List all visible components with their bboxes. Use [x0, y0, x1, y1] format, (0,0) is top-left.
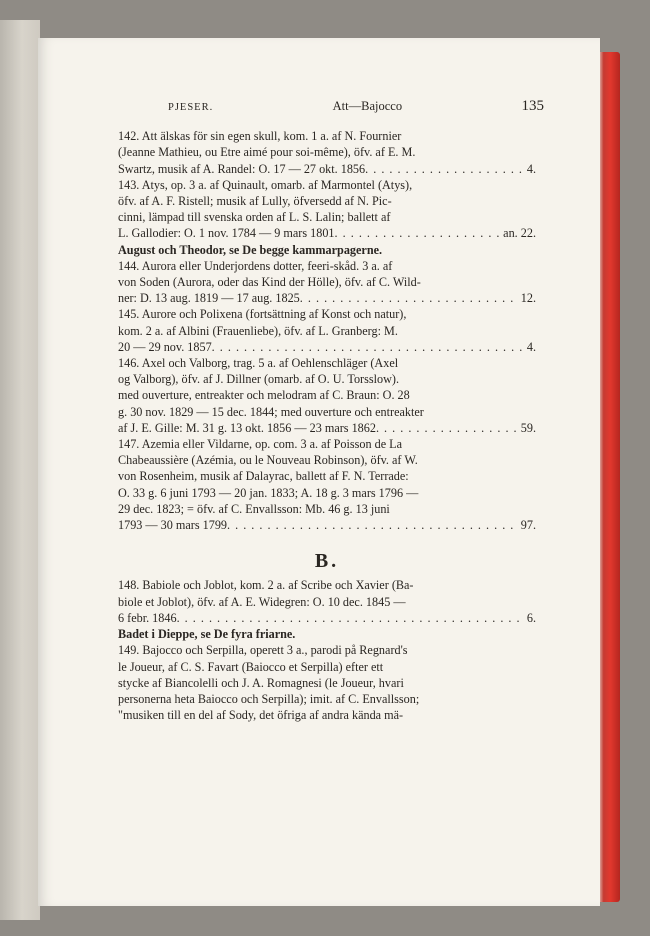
entry-count: 97. [520, 518, 536, 533]
entry-line: le Joueur, af C. S. Favart (Baiocco et Serpilla) efter ett [118, 659, 384, 674]
red-book-cover-edge [598, 52, 620, 902]
entry-line-text: Swartz, musik af A. Randel: O. 17 — 27 okt. 1856 [118, 161, 366, 176]
header-range: Att—Bajocco [332, 99, 403, 113]
entry-line [118, 610, 536, 626]
see-reference-august: August och Theodor, se De begge kammarpagerne. [118, 242, 383, 257]
entry-line: 142. Att älskas för sin egen skull, kom. 1 a. af N. Fournier [118, 129, 402, 144]
book-page [38, 38, 600, 906]
entry-line: 144. Aurora eller Underjordens dotter, feeri-skåd. 3 a. af [118, 258, 393, 273]
entry-149 [118, 642, 536, 723]
entry-line-text: ner: D. 13 aug. 1819 — 17 aug. 1825 [118, 291, 300, 306]
entry-143 [118, 177, 536, 242]
entry-147 [118, 436, 536, 533]
entry-line: Chabeaussière (Azémia, ou le Nouveau Robinson), öfv. af W. [118, 453, 418, 468]
entry-count: 59. [520, 420, 536, 435]
dot-leader [177, 610, 525, 626]
entry-line: "musiken till en del af Sody, det öfriga af andra kända mä- [118, 708, 404, 723]
dot-leader [335, 225, 502, 241]
entry-line: stycke af Biancolelli och J. A. Romagnesi (le Joueur, hvari [118, 675, 404, 690]
entry-line [118, 290, 536, 306]
entry-line: 149. Bajocco och Serpilla, operett 3 a., parodi på Regnard's [118, 643, 408, 658]
entry-line-text: 20 — 29 nov. 1857 [118, 339, 212, 354]
entry-line: g. 30 nov. 1829 — 15 dec. 1844; med ouverture och entreakter [118, 404, 424, 419]
entry-line: 29 dec. 1823; = öfv. af C. Envallsson: Mb. 46 g. 13 juni [118, 501, 390, 516]
entry-line [118, 517, 536, 533]
entry-line: 146. Axel och Valborg, trag. 5 a. af Oehlenschläger (Axel [118, 356, 399, 371]
entry-line: biole et Joblot), öfv. af A. E. Widegren: O. 10 dec. 1845 — [118, 594, 406, 609]
entry-line: (Jeanne Mathieu, ou Etre aimé pour soi-même), öfv. af E. M. [118, 145, 416, 160]
dot-leader [376, 420, 519, 436]
entry-line [118, 161, 536, 177]
entry-148 [118, 577, 536, 626]
entry-line: 147. Azemia eller Vildarne, op. com. 3 a. af Poisson de La [118, 437, 403, 452]
entry-line-text: L. Gallodier: O. 1 nov. 1784 — 9 mars 1801 [118, 226, 335, 241]
entry-count: 4. [526, 161, 536, 176]
entry-line: med ouverture, entreakter och melodram af C. Braun: O. 28 [118, 388, 410, 403]
entry-line-text: 1793 — 30 mars 1799 [118, 518, 228, 533]
page-text [118, 98, 544, 723]
book-spine-edge [0, 20, 40, 920]
entry-line: og Valborg), öfv. af J. Dillner (omarb. af O. U. Torsslow). [118, 372, 399, 387]
dot-leader [300, 290, 519, 306]
entry-line: 148. Babiole och Joblot, kom. 2 a. af Scribe och Xavier (Ba- [118, 578, 414, 593]
entry-line: personerna heta Baiocco och Serpilla); imit. af C. Envallsson; [118, 691, 420, 706]
entry-line: öfv. af A. F. Ristell; musik af Lully, öfversedd af N. Pic- [118, 194, 392, 209]
entry-count: 12. [520, 291, 536, 306]
entry-line: kom. 2 a. af Albini (Frauenliebe), öfv. af L. Granberg: M. [118, 323, 398, 338]
entry-line: von Rosenheim, musik af Dalayrac, ballett af F. N. Terrade: [118, 469, 409, 484]
entry-line [118, 339, 536, 355]
entry-line-text: af J. E. Gille: M. 31 g. 13 okt. 1856 — 23 mars 1862 [118, 420, 376, 435]
entry-count: 4. [526, 339, 536, 354]
page-number: 135 [521, 98, 544, 114]
running-header [168, 98, 544, 116]
entry-line [118, 225, 536, 241]
entry-line: von Soden (Aurora, oder das Kind der Hölle), öfv. af C. Wild- [118, 275, 421, 290]
dot-leader [227, 517, 519, 533]
see-reference-badet: Badet i Dieppe, se De fyra friarne. [118, 627, 296, 642]
entry-142 [118, 128, 536, 177]
entry-line: O. 33 g. 6 juni 1793 — 20 jan. 1833; A. 18 g. 3 mars 1796 — [118, 485, 419, 500]
entry-count: an. 22. [503, 226, 536, 241]
entry-146 [118, 355, 536, 436]
entry-line: 143. Atys, op. 3 a. af Quinault, omarb. af Marmontel (Atys), [118, 177, 413, 192]
entry-144 [118, 258, 536, 307]
entry-line: 145. Aurore och Polixena (fortsättning af Konst och natur), [118, 307, 407, 322]
entry-count: 6. [526, 610, 536, 625]
entry-145 [118, 306, 536, 355]
entry-line-text: 6 febr. 1846 [118, 610, 177, 625]
header-section: PJESER. [168, 102, 214, 113]
entry-line [118, 420, 536, 436]
section-heading-b: B. [314, 550, 340, 573]
dot-leader [212, 339, 525, 355]
entry-line: cinni, lämpad till svenska orden af L. S. Lalin; ballett af [118, 210, 391, 225]
dot-leader [365, 161, 525, 177]
